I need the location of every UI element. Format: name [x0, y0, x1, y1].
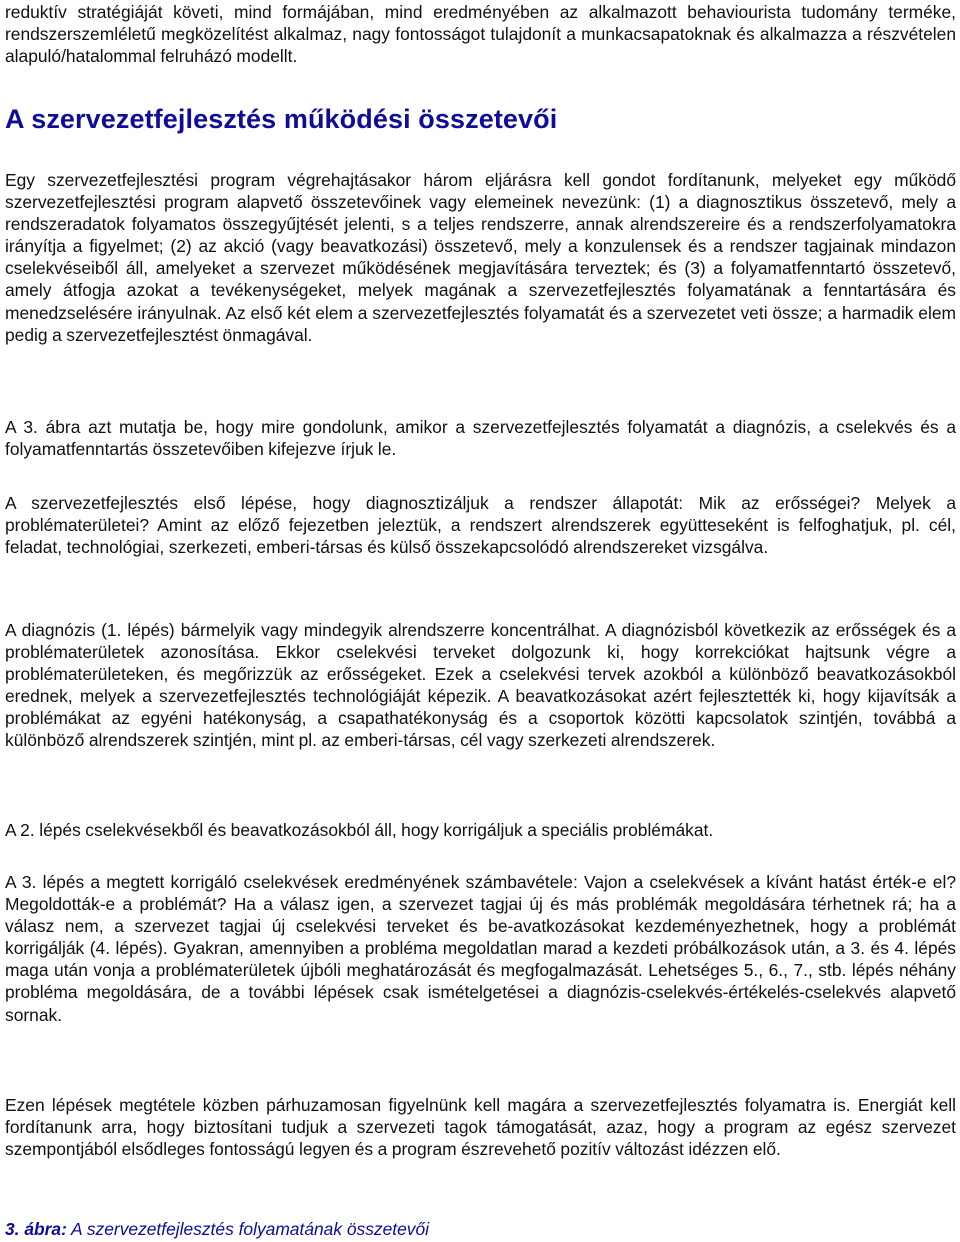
section-heading: A szervezetfejlesztés működési összetevői — [5, 104, 558, 134]
paragraph-process-maintenance: Ezen lépések megtétele közben párhuzamosan figyelnünk kell magára a szervezetfejlesztés folyamatra is. Energiát kell fordítanunk arra, hogy biztosítani tudjuk a szervezeti tagok támogatását, azaz, hogy a program az egész szervezet szempontjából elsődleges fontosságú legyen és a program észrevehető pozitív változást idézzen elő. — [5, 1095, 956, 1160]
paragraph-diagnosis: A diagnózis (1. lépés) bármelyik vagy mindegyik alrendszerre koncentrálhat. A diagnózisból következik az erősségek és a problématerületek azonosítása. Ekkor cselekvési terveket dolgozunk ki, hogy korrekciókat hajtsunk végre a problématerületeken, és megőrizzük az erősségeket. Ezek a cselekvési tervek azokból a különböző beavatkozásokból erednek, melyek a szervezetfejlesztés technológiáját képezik. A beavatkozásokat azért fejlesztették ki, hogy kijavítsák a problémákat az egyéni hatékonyság, a csapathatékonyság és a csoportok közötti kapcsolatok szintjén, továbbá a különböző alrendszerek szintjén, mint pl. az emberi-társas, cél vagy szerkezeti alrendszerek. — [5, 620, 956, 751]
paragraph-step-one: A szervezetfejlesztés első lépése, hogy diagnosztizáljuk a rendszer állapotát: Mik az erősségei? Melyek a problématerületei? Amint az előző fejezetben jeleztük, a rendszert alrendszerek együtteseként is felfoghatjuk, pl. cél, feladat, technológiai, szerkezeti, emberi-társas és külső összekapcsolódó alrendszereket vizsgálva. — [5, 493, 956, 558]
figure-caption-text: A szervezetfejlesztés folyamatának összetevői — [66, 1219, 430, 1239]
paragraph-components: Egy szervezetfejlesztési program végrehajtásakor három eljárásra kell gondot fordítanunk, melyeket egy működő szervezetfejlesztési program alapvető összetevőinek vagy elemeinek nevezünk: (1) a diagnosztikus összetevő, mely a rendszeradatok folyamatos összegyűjtését jelenti, s a teljes rendszerre, annak alrendszereire és a rendszerfolyamatokra irányítja a figyelmet; (2) az akció (vagy beavatkozási) összetevő, mely a konzulensek és a rendszer tagjainak mindazon cselekvéseiből áll, amelyeket a szervezet működésének megjavítására terveztek; és (3) a folyamatfenntartó összetevő, amely átfogja azokat a tevékenységeket, melyek magának a szervezetfejlesztés folyamatának a fenntartására és menedzselésére irányulnak. Az első két elem a szervezetfejlesztés folyamatát és a szervezetet veti össze; a harmadik elem pedig a szervezetfejlesztést önmagával. — [5, 170, 956, 345]
intro-paragraph: reduktív stratégiáját követi, mind formájában, mind eredményében az alkalmazott behaviourista tudomány terméke, rendszerszemléletű megközelítést alkalmaz, nagy fontosságot tulajdonít a munkacsapatoknak és alkalmazza a részvételen alapuló/hatalommal felruházó modellt. — [5, 2, 956, 67]
paragraph-figure-reference: A 3. ábra azt mutatja be, hogy mire gondolunk, amikor a szervezetfejlesztés folyamatát a diagnózis, a cselekvés és a folyamatfenntartás összetevőiben kifejezve írjuk le. — [5, 417, 956, 460]
figure-number: 3. ábra: — [5, 1219, 67, 1239]
paragraph-step-three: A 3. lépés a megtett korrigáló cselekvések eredményének számbavétele: Vajon a cselekvések a kívánt hatást érték-e el? Megoldották-e a problémát? Ha a válasz igen, a szervezet tagjai új és más problémák megoldására térhetnek rá; ha a válasz nem, a szervezet tagjai új cselekvési terveket és be-avatkozásokat kezdeményezhetnek, hogy a problémát korrigálják (4. lépés). Gyakran, amennyiben a probléma megoldatlan marad a kezdeti próbálkozások után, a 3. és 4. lépés maga után vonja a problématerületek újbóli meghatározását és megfogalmazását. Lehetséges 5., 6., 7., stb. lépés néhány probléma megoldására, de a további lépések csak ismételgetései a diagnózis-cselekvés-értékelés-cselekvés alapvető sornak. — [5, 872, 956, 1025]
paragraph-step-two: A 2. lépés cselekvésekből és beavatkozásokból áll, hogy korrigáljuk a speciális problémákat. — [5, 820, 714, 840]
figure-caption — [5, 1218, 429, 1240]
